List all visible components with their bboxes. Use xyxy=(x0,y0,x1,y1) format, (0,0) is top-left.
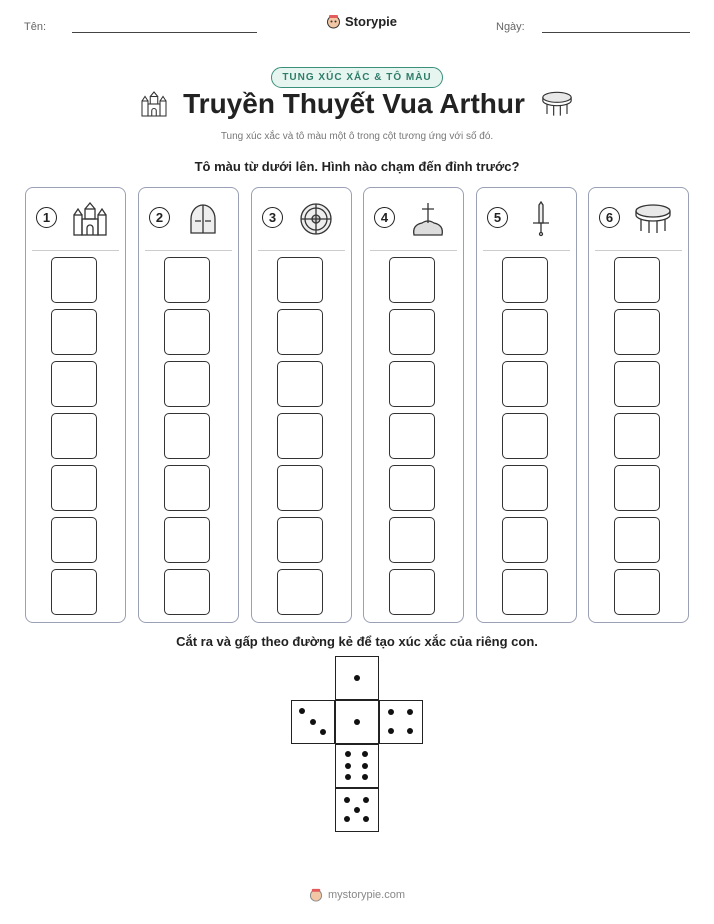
column-4 xyxy=(363,187,464,623)
column-number: 2 xyxy=(149,207,170,228)
coloring-cell[interactable] xyxy=(502,413,548,459)
column-2 xyxy=(138,187,239,623)
die-pip xyxy=(363,816,369,822)
coloring-cell[interactable] xyxy=(164,413,210,459)
coloring-cell[interactable] xyxy=(164,569,210,615)
die-face xyxy=(335,788,379,832)
coloring-cell[interactable] xyxy=(389,569,435,615)
die-pip xyxy=(354,807,360,813)
coloring-cell[interactable] xyxy=(51,465,97,511)
coloring-cell[interactable] xyxy=(51,517,97,563)
column-5 xyxy=(476,187,577,623)
die-face xyxy=(291,700,335,744)
coloring-cell[interactable] xyxy=(389,413,435,459)
die-face xyxy=(379,700,423,744)
die-pip xyxy=(310,719,316,725)
coloring-cell[interactable] xyxy=(277,517,323,563)
die-pip xyxy=(354,675,360,681)
coloring-cell[interactable] xyxy=(277,257,323,303)
castle-icon xyxy=(139,89,169,119)
coloring-cell[interactable] xyxy=(614,257,660,303)
subtitle: Tung xúc xắc và tô màu một ô trong cột tương ứng với số đó. xyxy=(220,131,494,142)
die-face xyxy=(335,656,379,700)
coloring-cell[interactable] xyxy=(51,569,97,615)
die-pip xyxy=(388,709,394,715)
name-line[interactable] xyxy=(72,32,257,33)
die-pip xyxy=(362,763,368,769)
column-number: 5 xyxy=(487,207,508,228)
coloring-cell[interactable] xyxy=(277,413,323,459)
coloring-cell[interactable] xyxy=(614,465,660,511)
column-divider xyxy=(145,250,232,251)
instruction: Tô màu từ dưới lên. Hình nào chạm đến đỉnh trước? xyxy=(194,159,520,174)
footer xyxy=(309,888,405,902)
die-pip xyxy=(362,751,368,757)
coloring-cell[interactable] xyxy=(502,361,548,407)
column-divider xyxy=(483,250,570,251)
die-pip xyxy=(299,708,305,714)
coloring-cell[interactable] xyxy=(51,413,97,459)
die-pip xyxy=(320,729,326,735)
column-3 xyxy=(251,187,352,623)
coloring-cell[interactable] xyxy=(51,309,97,355)
date-line[interactable] xyxy=(542,32,690,33)
column-divider xyxy=(32,250,119,251)
coloring-cell[interactable] xyxy=(614,517,660,563)
coloring-cell[interactable] xyxy=(389,309,435,355)
coloring-cell[interactable] xyxy=(277,465,323,511)
column-number: 1 xyxy=(36,207,57,228)
coloring-cell[interactable] xyxy=(277,569,323,615)
column-divider xyxy=(595,250,682,251)
coloring-cell[interactable] xyxy=(164,465,210,511)
die-pip xyxy=(388,728,394,734)
die-pip xyxy=(345,774,351,780)
coloring-cell[interactable] xyxy=(502,465,548,511)
coloring-cell[interactable] xyxy=(164,309,210,355)
column-divider xyxy=(258,250,345,251)
helmet-icon xyxy=(183,201,223,237)
coloring-cell[interactable] xyxy=(614,413,660,459)
coloring-cell[interactable] xyxy=(502,309,548,355)
die-pip xyxy=(345,751,351,757)
die-pip xyxy=(407,709,413,715)
die-pip xyxy=(362,774,368,780)
die-pip xyxy=(344,816,350,822)
column-6 xyxy=(588,187,689,623)
shield-icon xyxy=(296,201,336,237)
coloring-cell[interactable] xyxy=(614,309,660,355)
coloring-cell[interactable] xyxy=(502,569,548,615)
die-instruction: Cắt ra và gấp theo đường kẻ để tạo xúc xắc của riêng con. xyxy=(176,634,538,649)
castle-icon xyxy=(70,201,110,237)
coloring-cell[interactable] xyxy=(164,517,210,563)
coloring-cell[interactable] xyxy=(51,361,97,407)
activity-badge: TUNG XÚC XẮC & TÔ MÀU xyxy=(271,67,442,88)
die-pip xyxy=(354,719,360,725)
column-number: 3 xyxy=(262,207,283,228)
coloring-cell[interactable] xyxy=(164,257,210,303)
column-number: 6 xyxy=(599,207,620,228)
storypie-mascot-icon xyxy=(326,14,341,29)
storypie-mascot-icon xyxy=(309,888,323,902)
coloring-cell[interactable] xyxy=(389,361,435,407)
footer-url: mystorypie.com xyxy=(327,889,406,901)
brand-logo xyxy=(326,14,397,29)
page-title: Truyền Thuyết Vua Arthur xyxy=(183,88,525,119)
die-pip xyxy=(363,797,369,803)
die-face xyxy=(335,744,379,788)
coloring-cell[interactable] xyxy=(614,361,660,407)
coloring-cell[interactable] xyxy=(389,257,435,303)
coloring-cell[interactable] xyxy=(389,517,435,563)
coloring-cell[interactable] xyxy=(51,257,97,303)
coloring-cell[interactable] xyxy=(277,361,323,407)
die-face xyxy=(335,700,379,744)
brand-name: Storypie xyxy=(345,14,398,29)
coloring-cell[interactable] xyxy=(164,361,210,407)
column-divider xyxy=(370,250,457,251)
die-pip xyxy=(345,763,351,769)
die-pip xyxy=(407,728,413,734)
name-label: Tên: xyxy=(24,21,47,33)
round-table-icon xyxy=(539,89,575,119)
sword-icon xyxy=(521,201,561,237)
coloring-cell[interactable] xyxy=(502,257,548,303)
coloring-cell[interactable] xyxy=(614,569,660,615)
coloring-cell[interactable] xyxy=(502,517,548,563)
date-label: Ngày: xyxy=(496,21,525,33)
column-number: 4 xyxy=(374,207,395,228)
coloring-cell[interactable] xyxy=(389,465,435,511)
coloring-cell[interactable] xyxy=(277,309,323,355)
sword-in-stone-icon xyxy=(408,201,448,237)
round-table-icon xyxy=(633,201,673,237)
column-1 xyxy=(25,187,126,623)
die-pip xyxy=(344,797,350,803)
